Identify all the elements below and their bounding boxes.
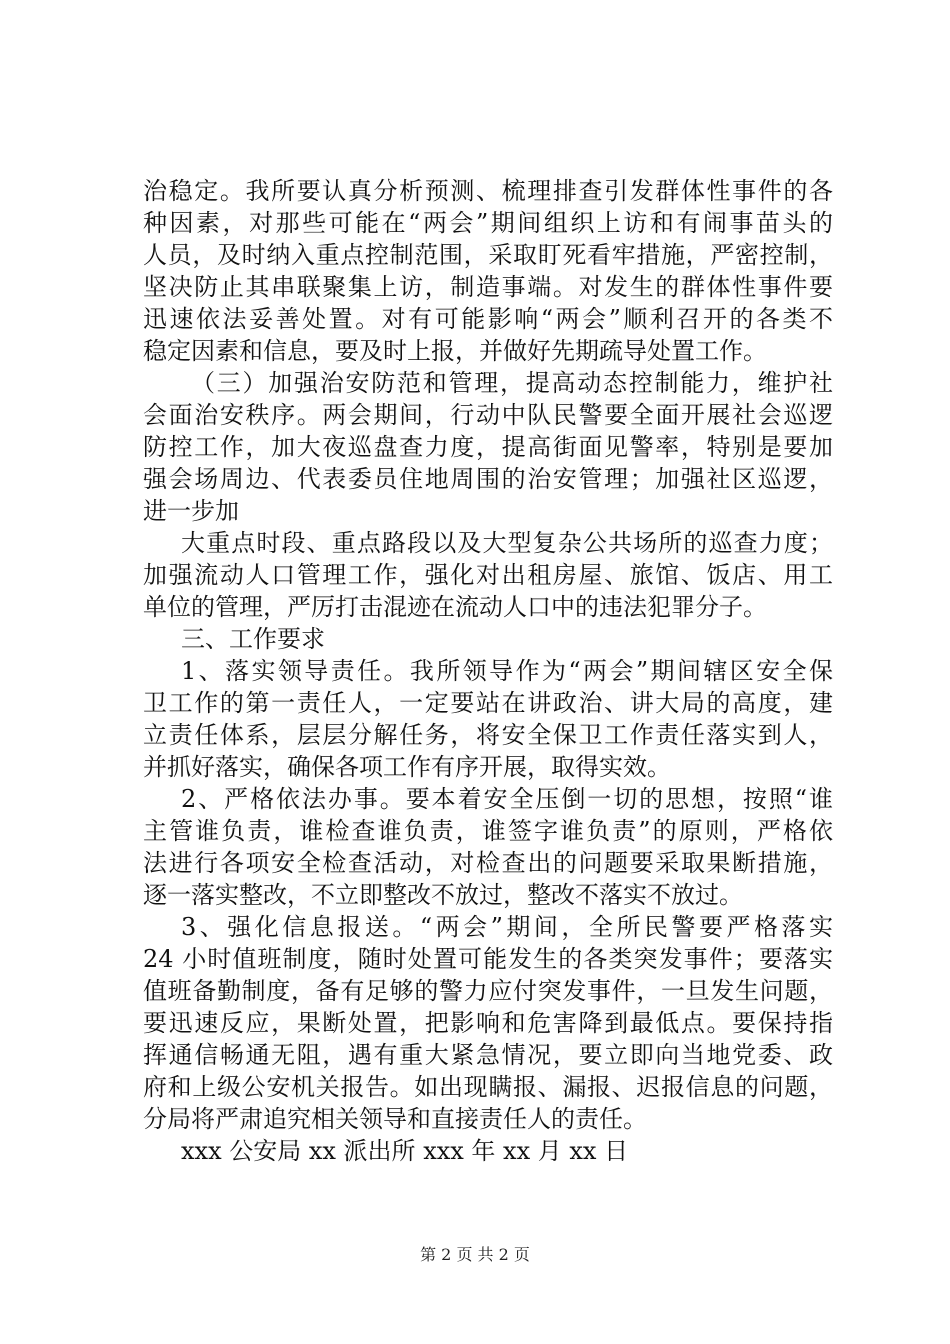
- text-line: 加强流动人口管理工作，强化对出租房屋、旅馆、饭店、用工: [143, 561, 833, 589]
- text-line: 单位的管理，严厉打击混迹在流动人口中的违法犯罪分子。: [143, 593, 767, 621]
- text-line: 大重点时段、重点路段以及大型复杂公共场所的巡查力度；: [181, 529, 833, 557]
- text-line: xxx 公安局 xx 派出所 xxx 年 xx 月 xx 日: [181, 1137, 629, 1165]
- text-line: 强会场周边、代表委员住地周围的治安管理；加强社区巡逻，: [143, 465, 833, 493]
- text-line: 卫工作的第一责任人，一定要站在讲政治、讲大局的高度，建: [143, 689, 833, 717]
- text-line: 3、强化信息报送。“两会”期间，全所民警要严格落实: [181, 913, 833, 941]
- text-line: 并抓好落实，确保各项工作有序开展，取得实效。: [143, 753, 671, 781]
- page-footer: 第 2 页 共 2 页: [420, 1245, 530, 1264]
- text-line: 挥通信畅通无阻，遇有重大紧急情况，要立即向当地党委、政: [143, 1041, 833, 1069]
- text-line: 迅速依法妥善处置。对有可能影响“两会”顺利召开的各类不: [143, 305, 833, 333]
- text-line: 治稳定。我所要认真分析预测、梳理排查引发群体性事件的各: [143, 177, 833, 205]
- text-line: 会面治安秩序。两会期间，行动中队民警要全面开展社会巡逻: [143, 401, 833, 429]
- text-line: 值班备勤制度，备有足够的警力应付突发事件，一旦发生问题，: [143, 977, 833, 1005]
- text-line: 三、工作要求: [181, 625, 325, 653]
- text-line: 进一步加: [143, 497, 239, 525]
- text-line: 主管谁负责，谁检查谁负责，谁签字谁负责”的原则，严格依: [143, 817, 833, 845]
- text-line: 稳定因素和信息，要及时上报，并做好先期疏导处置工作。: [143, 337, 767, 365]
- text-line: 种因素，对那些可能在“两会”期间组织上访和有闹事苗头的: [143, 209, 833, 237]
- text-line: 逐一落实整改，不立即整改不放过，整改不落实不放过。: [143, 881, 743, 909]
- text-line: 分局将严肃追究相关领导和直接责任人的责任。: [143, 1105, 647, 1133]
- text-line: 法进行各项安全检查活动，对检查出的问题要采取果断措施，: [143, 849, 833, 877]
- text-line: 府和上级公安机关报告。如出现瞒报、漏报、迟报信息的问题，: [143, 1073, 833, 1101]
- text-line: 坚决防止其串联聚集上访，制造事端。对发生的群体性事件要: [143, 273, 833, 301]
- text-line: 防控工作，加大夜巡盘查力度，提高街面见警率，特别是要加: [143, 433, 833, 461]
- text-line: 要迅速反应，果断处置，把影响和危害降到最低点。要保持指: [143, 1009, 833, 1037]
- text-line: 24 小时值班制度，随时处置可能发生的各类突发事件；要落实: [143, 945, 833, 973]
- text-line: 立责任体系，层层分解任务，将安全保卫工作责任落实到人，: [143, 721, 833, 749]
- text-line: （三）加强治安防范和管理，提高动态控制能力，维护社: [191, 369, 833, 397]
- text-line: 人员，及时纳入重点控制范围，采取盯死看牢措施，严密控制，: [143, 241, 833, 269]
- text-line: 2、严格依法办事。要本着安全压倒一切的思想，按照“谁: [181, 785, 833, 813]
- document-body: [143, 175, 833, 1167]
- text-line: 1、落实领导责任。我所领导作为“两会”期间辖区安全保: [181, 657, 833, 685]
